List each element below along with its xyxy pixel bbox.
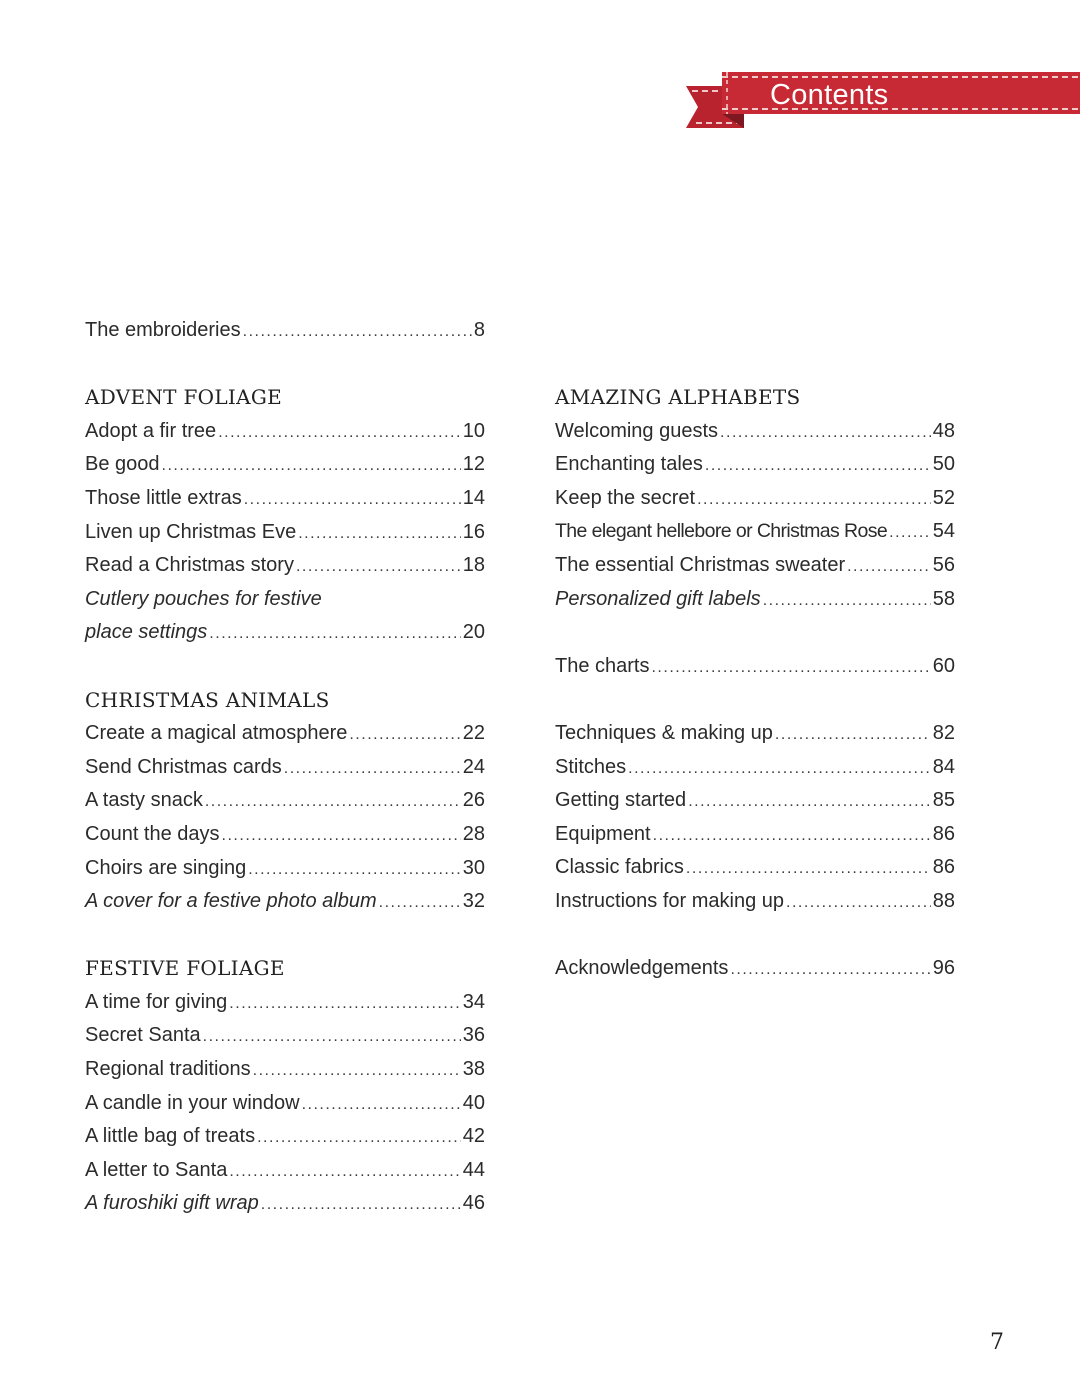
toc-entry-page: 16 <box>462 520 485 543</box>
toc-entry[interactable] <box>85 1087 485 1121</box>
toc-entry-label: A letter to Santa <box>85 1158 228 1181</box>
toc-entry-page: 18 <box>462 554 485 577</box>
toc-entry-page: 28 <box>462 822 485 845</box>
toc-entry-charts[interactable] <box>555 650 955 684</box>
toc-entry-label: Keep the secret <box>555 486 696 509</box>
dot-leader <box>248 853 461 887</box>
toc-entry-label: Secret Santa <box>85 1024 201 1047</box>
dot-leader <box>786 886 931 920</box>
dot-leader <box>775 718 931 752</box>
toc-entry-label: Welcoming guests <box>555 419 719 442</box>
toc-entry-label: The charts <box>555 654 650 677</box>
toc-entry-page: 50 <box>932 453 955 476</box>
dot-leader <box>261 1188 461 1222</box>
toc-right-column <box>555 381 955 986</box>
toc-entry-page: 88 <box>932 889 955 912</box>
toc-entry[interactable] <box>85 852 485 886</box>
toc-entry[interactable] <box>85 818 485 852</box>
dot-leader <box>349 718 460 752</box>
toc-entry-label: Regional traditions <box>85 1058 251 1081</box>
toc-entry-page: 85 <box>932 789 955 812</box>
toc-entry[interactable] <box>85 1154 485 1188</box>
dot-leader <box>379 886 461 920</box>
section-heading: CHRISTMAS ANIMALS <box>85 687 330 712</box>
toc-entry-page: 82 <box>932 721 955 744</box>
toc-entry-page: 56 <box>932 553 955 576</box>
toc-entry[interactable] <box>85 482 485 516</box>
toc-entry-page: 26 <box>462 789 485 812</box>
section-heading: FESTIVE FOLIAGE <box>85 956 285 981</box>
toc-entry-page: 96 <box>932 957 955 980</box>
dot-leader <box>298 517 461 551</box>
toc-entry[interactable] <box>555 818 955 852</box>
toc-entry-page: 14 <box>462 486 485 509</box>
contents-title: Contents <box>770 79 889 111</box>
dot-leader <box>222 819 461 853</box>
toc-entry[interactable] <box>85 986 485 1020</box>
toc-entry-label: Count the days <box>85 822 220 845</box>
dot-leader <box>203 1020 461 1054</box>
toc-entry[interactable] <box>85 784 485 818</box>
toc-entry[interactable] <box>85 1187 485 1221</box>
toc-entry[interactable] <box>85 1019 485 1053</box>
toc-entry[interactable] <box>555 549 955 583</box>
toc-entry-page: 46 <box>462 1192 485 1215</box>
toc-entry-page: 38 <box>462 1058 485 1081</box>
toc-entry[interactable] <box>555 851 955 885</box>
toc-entry[interactable] <box>85 885 485 919</box>
toc-entry[interactable] <box>555 717 955 751</box>
toc-entry[interactable] <box>555 784 955 818</box>
toc-entry-label: Instructions for making up <box>555 889 784 912</box>
toc-entry-page: 12 <box>462 453 485 476</box>
dot-leader <box>284 752 461 786</box>
toc-entry-label: Classic fabrics <box>555 856 684 879</box>
toc-entry-label: The embroideries <box>85 319 241 341</box>
toc-entry-label: A candle in your window <box>85 1091 300 1114</box>
dot-leader <box>653 819 931 853</box>
toc-entry-label: A little bag of treats <box>85 1125 256 1148</box>
toc-entry[interactable] <box>85 751 485 785</box>
toc-entry-continued[interactable] <box>85 583 485 617</box>
dot-leader <box>229 1155 460 1189</box>
toc-entry[interactable] <box>85 616 485 650</box>
toc-entry-page: 8 <box>473 319 485 341</box>
dot-leader <box>229 987 460 1021</box>
toc-entry-page: 36 <box>462 1024 485 1047</box>
toc-entry-page: 32 <box>462 890 485 913</box>
toc-entry-label: A tasty snack <box>85 789 203 812</box>
toc-entry-page: 84 <box>932 755 955 778</box>
dot-leader <box>296 550 461 584</box>
toc-entry-label: Stitches <box>555 755 627 778</box>
dot-leader <box>763 584 931 618</box>
toc-entry-page: 40 <box>462 1091 485 1114</box>
toc-entry[interactable] <box>85 314 485 348</box>
toc-entry-page: 34 <box>462 990 485 1013</box>
toc-entry-page: 48 <box>932 419 955 442</box>
toc-entry[interactable] <box>85 516 485 550</box>
toc-entry[interactable] <box>85 1120 485 1154</box>
dot-leader <box>889 516 931 550</box>
contents-ribbon <box>0 0 1080 140</box>
toc-entry[interactable] <box>85 448 485 482</box>
dot-leader <box>705 449 931 483</box>
toc-entry[interactable] <box>555 448 955 482</box>
dot-leader <box>257 1121 461 1155</box>
dot-leader <box>697 483 931 517</box>
toc-entry-page: 52 <box>932 486 955 509</box>
dot-leader <box>243 315 472 349</box>
toc-entry[interactable] <box>555 583 955 617</box>
dot-leader <box>847 550 931 584</box>
toc-entry-page: 60 <box>932 654 955 677</box>
dot-leader <box>651 651 930 685</box>
toc-entry-label: Acknowledgements <box>555 957 729 980</box>
toc-entry[interactable] <box>85 717 485 751</box>
toc-entry-label: The essential Christmas sweater <box>555 553 846 576</box>
dot-leader <box>209 617 460 651</box>
toc-entry-label: Read a Christmas story <box>85 554 294 577</box>
toc-entry-label: A time for giving <box>85 990 228 1013</box>
toc-entry-label: Adopt a fir tree <box>85 419 217 442</box>
dot-leader <box>686 852 931 886</box>
page-number: 7 <box>990 1330 1004 1355</box>
dot-leader <box>218 416 461 450</box>
toc-entry-label: Equipment <box>555 822 651 845</box>
toc-entry[interactable] <box>555 515 955 549</box>
toc-entry-page: 58 <box>932 587 955 610</box>
toc-entry[interactable] <box>555 415 955 449</box>
dot-leader <box>720 416 931 450</box>
toc-entry-page: 42 <box>462 1125 485 1148</box>
toc-entry-label: Create a magical atmosphere <box>85 722 348 745</box>
toc-entry-label: Be good <box>85 453 160 476</box>
toc-left-column <box>85 314 485 1221</box>
toc-entry-page: 24 <box>462 755 485 778</box>
toc-entry-acknowledgements[interactable] <box>555 952 955 986</box>
toc-entry[interactable] <box>555 482 955 516</box>
toc-entry-label: Techniques & making up <box>555 721 773 744</box>
dot-leader <box>244 483 461 517</box>
toc-entry-page: 10 <box>462 419 485 442</box>
section-heading: AMAZING ALPHABETS <box>555 385 801 409</box>
toc-entry-label: Getting started <box>555 789 687 812</box>
toc-entry-label: place settings <box>85 621 208 644</box>
toc-entry[interactable] <box>555 885 955 919</box>
dot-leader <box>162 449 461 483</box>
dot-leader <box>688 785 931 819</box>
toc-entry-label: A furoshiki gift wrap <box>85 1192 259 1215</box>
toc-entry-label: Personalized gift labels <box>555 587 761 610</box>
toc-entry-label: Enchanting tales <box>555 453 703 476</box>
toc-entry-label: The elegant hellebore or Christmas Rose <box>555 520 888 543</box>
toc-entry[interactable] <box>85 415 485 449</box>
dot-leader <box>730 953 930 987</box>
toc-entry-page: 86 <box>932 822 955 845</box>
toc-entry-page: 54 <box>932 520 955 543</box>
toc-entry-page: 22 <box>462 722 485 745</box>
toc-entry-page: 20 <box>462 621 485 644</box>
toc-entry[interactable] <box>85 549 485 583</box>
toc-entry-page: 44 <box>462 1158 485 1181</box>
dot-leader <box>205 785 461 819</box>
toc-entry-label: Cutlery pouches for festive <box>85 587 322 610</box>
toc-entry-page: 86 <box>932 856 955 879</box>
toc-entry[interactable] <box>555 751 955 785</box>
toc-entry[interactable] <box>85 1053 485 1087</box>
dot-leader <box>302 1088 461 1122</box>
toc-entry-label: Those little extras <box>85 486 242 509</box>
toc-entry-label: A cover for a festive photo album <box>85 890 377 913</box>
dot-leader <box>628 752 931 786</box>
toc-entry-page: 30 <box>462 856 485 879</box>
toc-entry-label: Liven up Christmas Eve <box>85 520 297 543</box>
toc-entry-label: Choirs are singing <box>85 856 247 879</box>
dot-leader <box>253 1054 461 1088</box>
section-heading: ADVENT FOLIAGE <box>85 385 283 410</box>
toc-entry-label: Send Christmas cards <box>85 755 282 778</box>
